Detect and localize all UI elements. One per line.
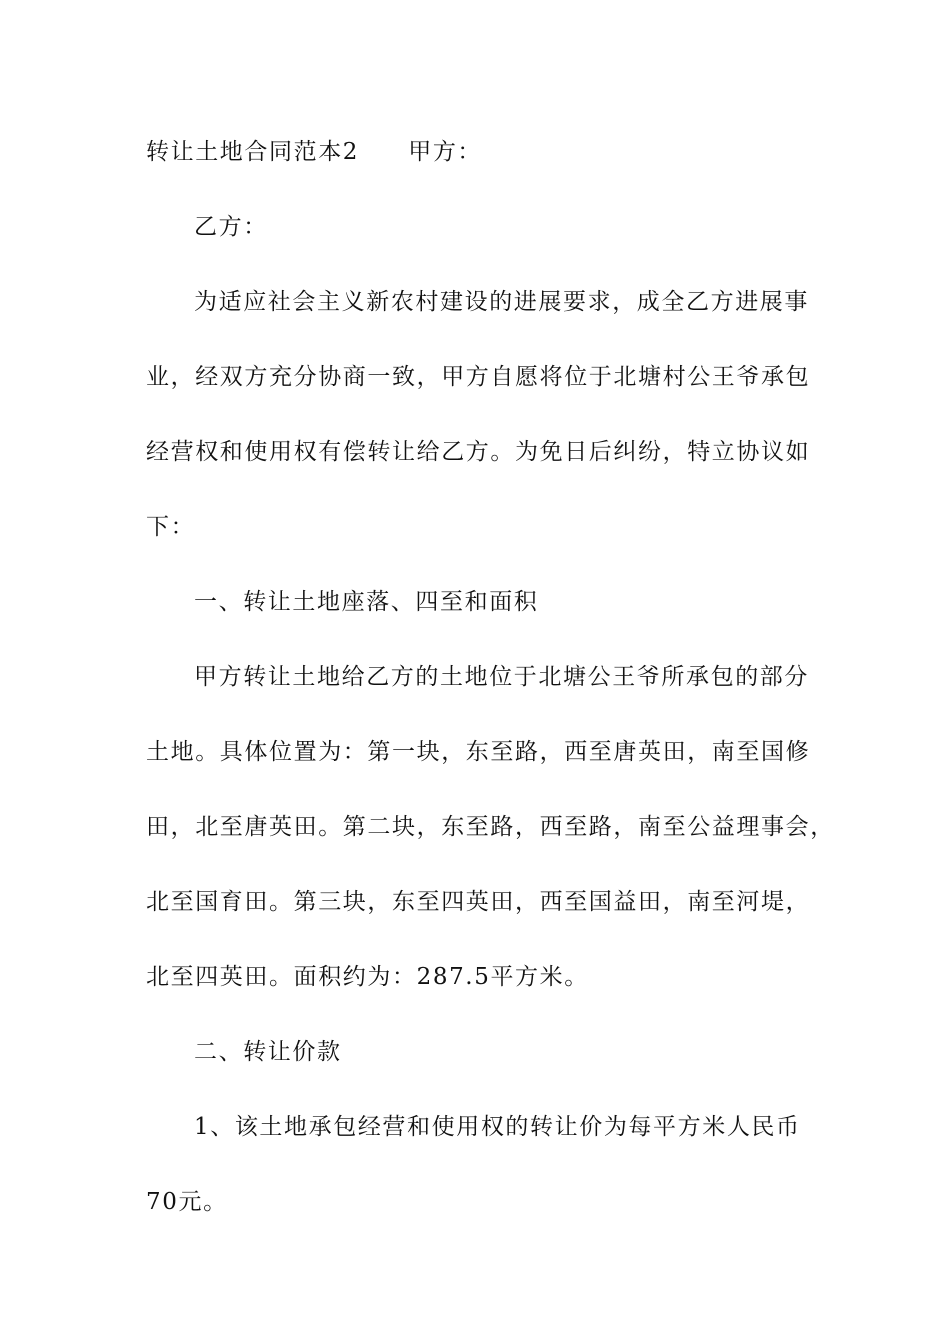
paragraph-line: 1、该土地承包经营和使用权的转让价为每平方米人民币 — [194, 1114, 801, 1140]
paragraph-line: 下： — [146, 514, 196, 540]
paragraph-line: 70元。 — [146, 1189, 228, 1215]
paragraph-line: 为适应社会主义新农村建设的进展要求，成全乙方进展事 — [194, 289, 809, 315]
paragraph-line: 经营权和使用权有偿转让给乙方。为免日后纠纷，特立协议如 — [146, 439, 811, 465]
section-heading: 二、转让价款 — [194, 1039, 342, 1065]
title-line: 转让土地合同范本2 甲方： — [146, 139, 483, 165]
paragraph-line: 北至国育田。第三块，东至四英田，西至国益田，南至河堤， — [146, 889, 811, 915]
paragraph-line: 北至四英田。面积约为：287.5平方米。 — [146, 964, 589, 990]
paragraph-line: 甲方转让土地给乙方的土地位于北塘公王爷所承包的部分 — [194, 664, 809, 690]
paragraph-line: 田，北至唐英田。第二块，东至路，西至路，南至公益理事会， — [146, 814, 835, 840]
party-b-line: 乙方： — [194, 214, 268, 240]
paragraph-line: 土地。具体位置为：第一块，东至路，西至唐英田，南至国修 — [146, 739, 811, 765]
section-heading: 一、转让土地座落、四至和面积 — [194, 589, 539, 615]
paragraph-line: 业，经双方充分协商一致，甲方自愿将位于北塘村公王爷承包 — [146, 364, 811, 390]
